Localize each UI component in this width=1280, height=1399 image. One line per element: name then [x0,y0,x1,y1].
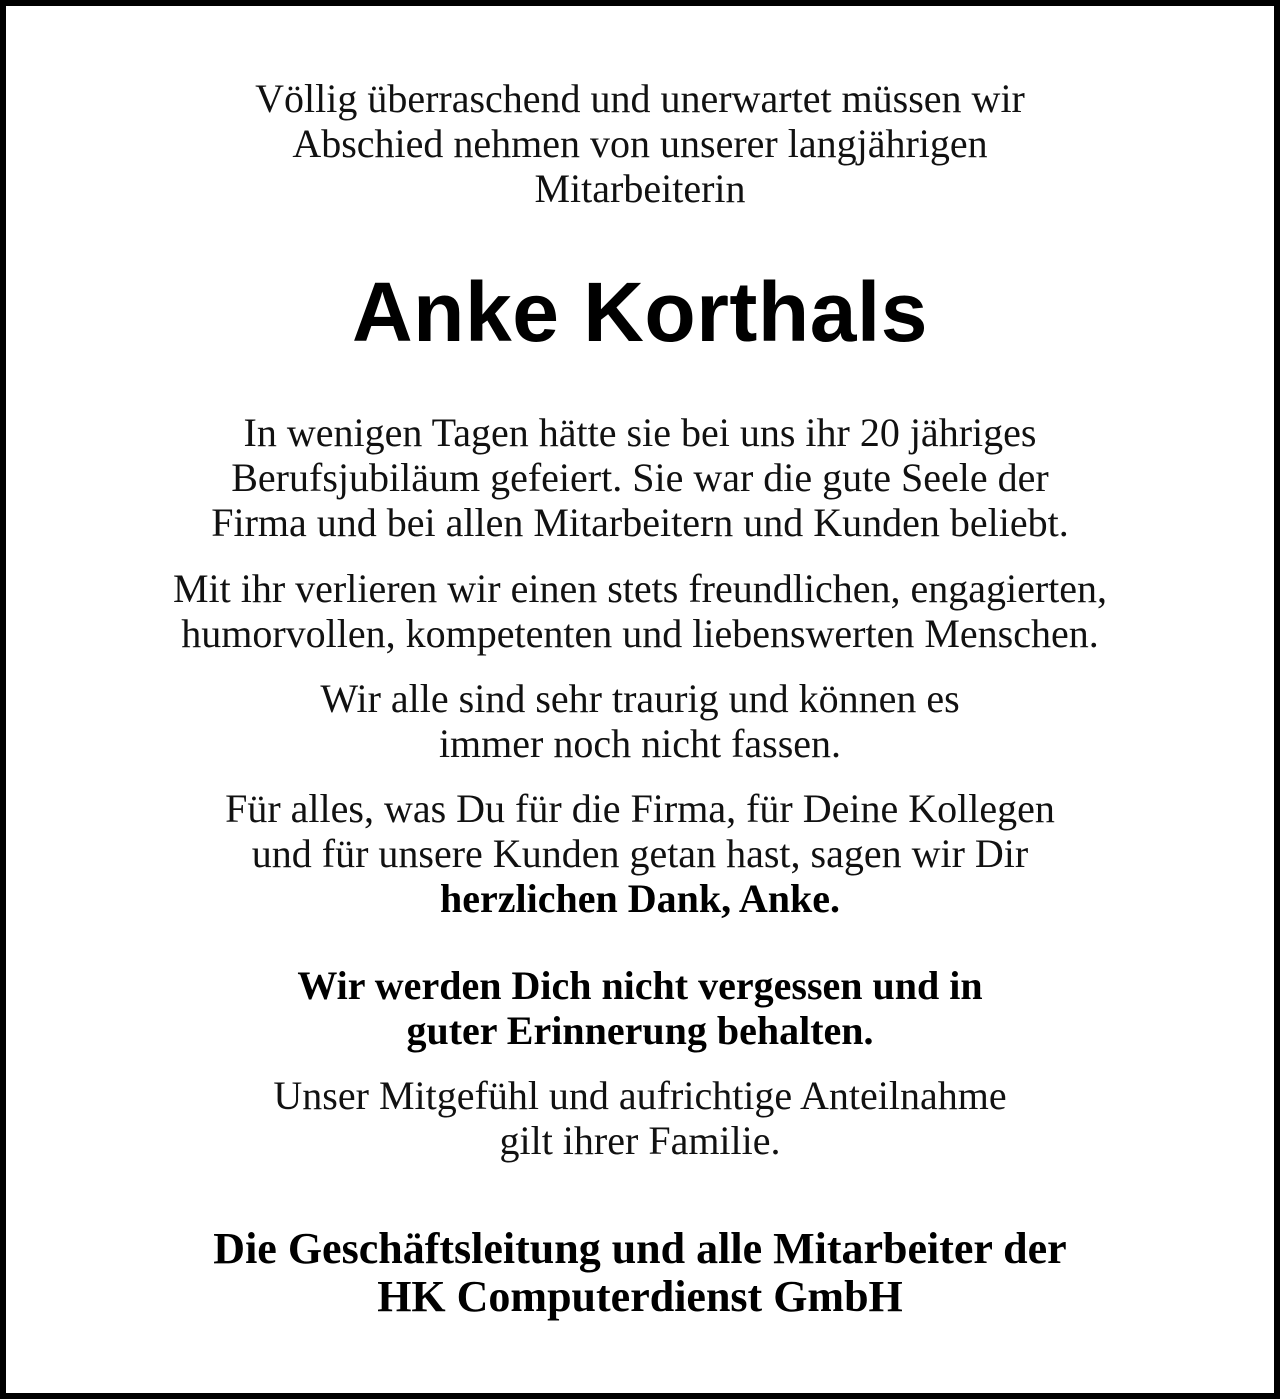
signature [12,1225,1268,1321]
paragraph-line: Firma und bei allen Mitarbeitern und Kunden beliebt. [211,500,1069,545]
paragraph-line: guter Erinnerung behalten. [406,1008,874,1053]
paragraph-line: immer noch nicht fassen. [438,721,842,766]
intro-line: Völlig überraschend und unerwartet müssen wir [255,76,1025,121]
paragraph-line: Wir werden Dich nicht vergessen und in [297,963,983,1008]
paragraph-line: Berufsjubiläum gefeiert. Sie war die gute Seele der [231,455,1049,500]
paragraph-character [12,566,1268,656]
paragraph-grief [12,676,1268,766]
paragraph-thanks [12,786,1268,921]
paragraph-line: Mit ihr verlieren wir einen stets freundlichen, engagierten, [172,566,1108,611]
intro-line: Mitarbeiterin [534,166,746,211]
paragraph-line: gilt ihrer Familie. [499,1118,781,1163]
intro-text [12,76,1268,211]
paragraph-line: Für alles, was Du für die Firma, für Deine Kollegen [225,786,1055,831]
intro-line: Abschied nehmen von unserer langjährigen [292,121,988,166]
paragraph-line: humorvollen, kompetenten und liebenswerten Menschen. [181,611,1099,656]
paragraph-line: In wenigen Tagen hätte sie bei uns ihr 20 jähriges [243,410,1037,455]
thanks-emphasis: herzlichen Dank, Anke. [439,876,841,921]
paragraph-anniversary [12,410,1268,545]
paragraph-line: Wir alle sind sehr traurig und können es [320,676,960,721]
paragraph-remembrance [12,963,1268,1053]
paragraph-condolence [12,1073,1268,1163]
company-name: HK Computerdienst GmbH [377,1272,903,1321]
paragraph-line: Unser Mitgefühl und aufrichtige Anteilnahme [273,1073,1007,1118]
deceased-name: Anke Korthals [352,265,928,359]
signature-line: Die Geschäftsleitung und alle Mitarbeiter der [213,1224,1067,1273]
paragraph-line: und für unsere Kunden getan hast, sagen wir Dir [251,831,1029,876]
